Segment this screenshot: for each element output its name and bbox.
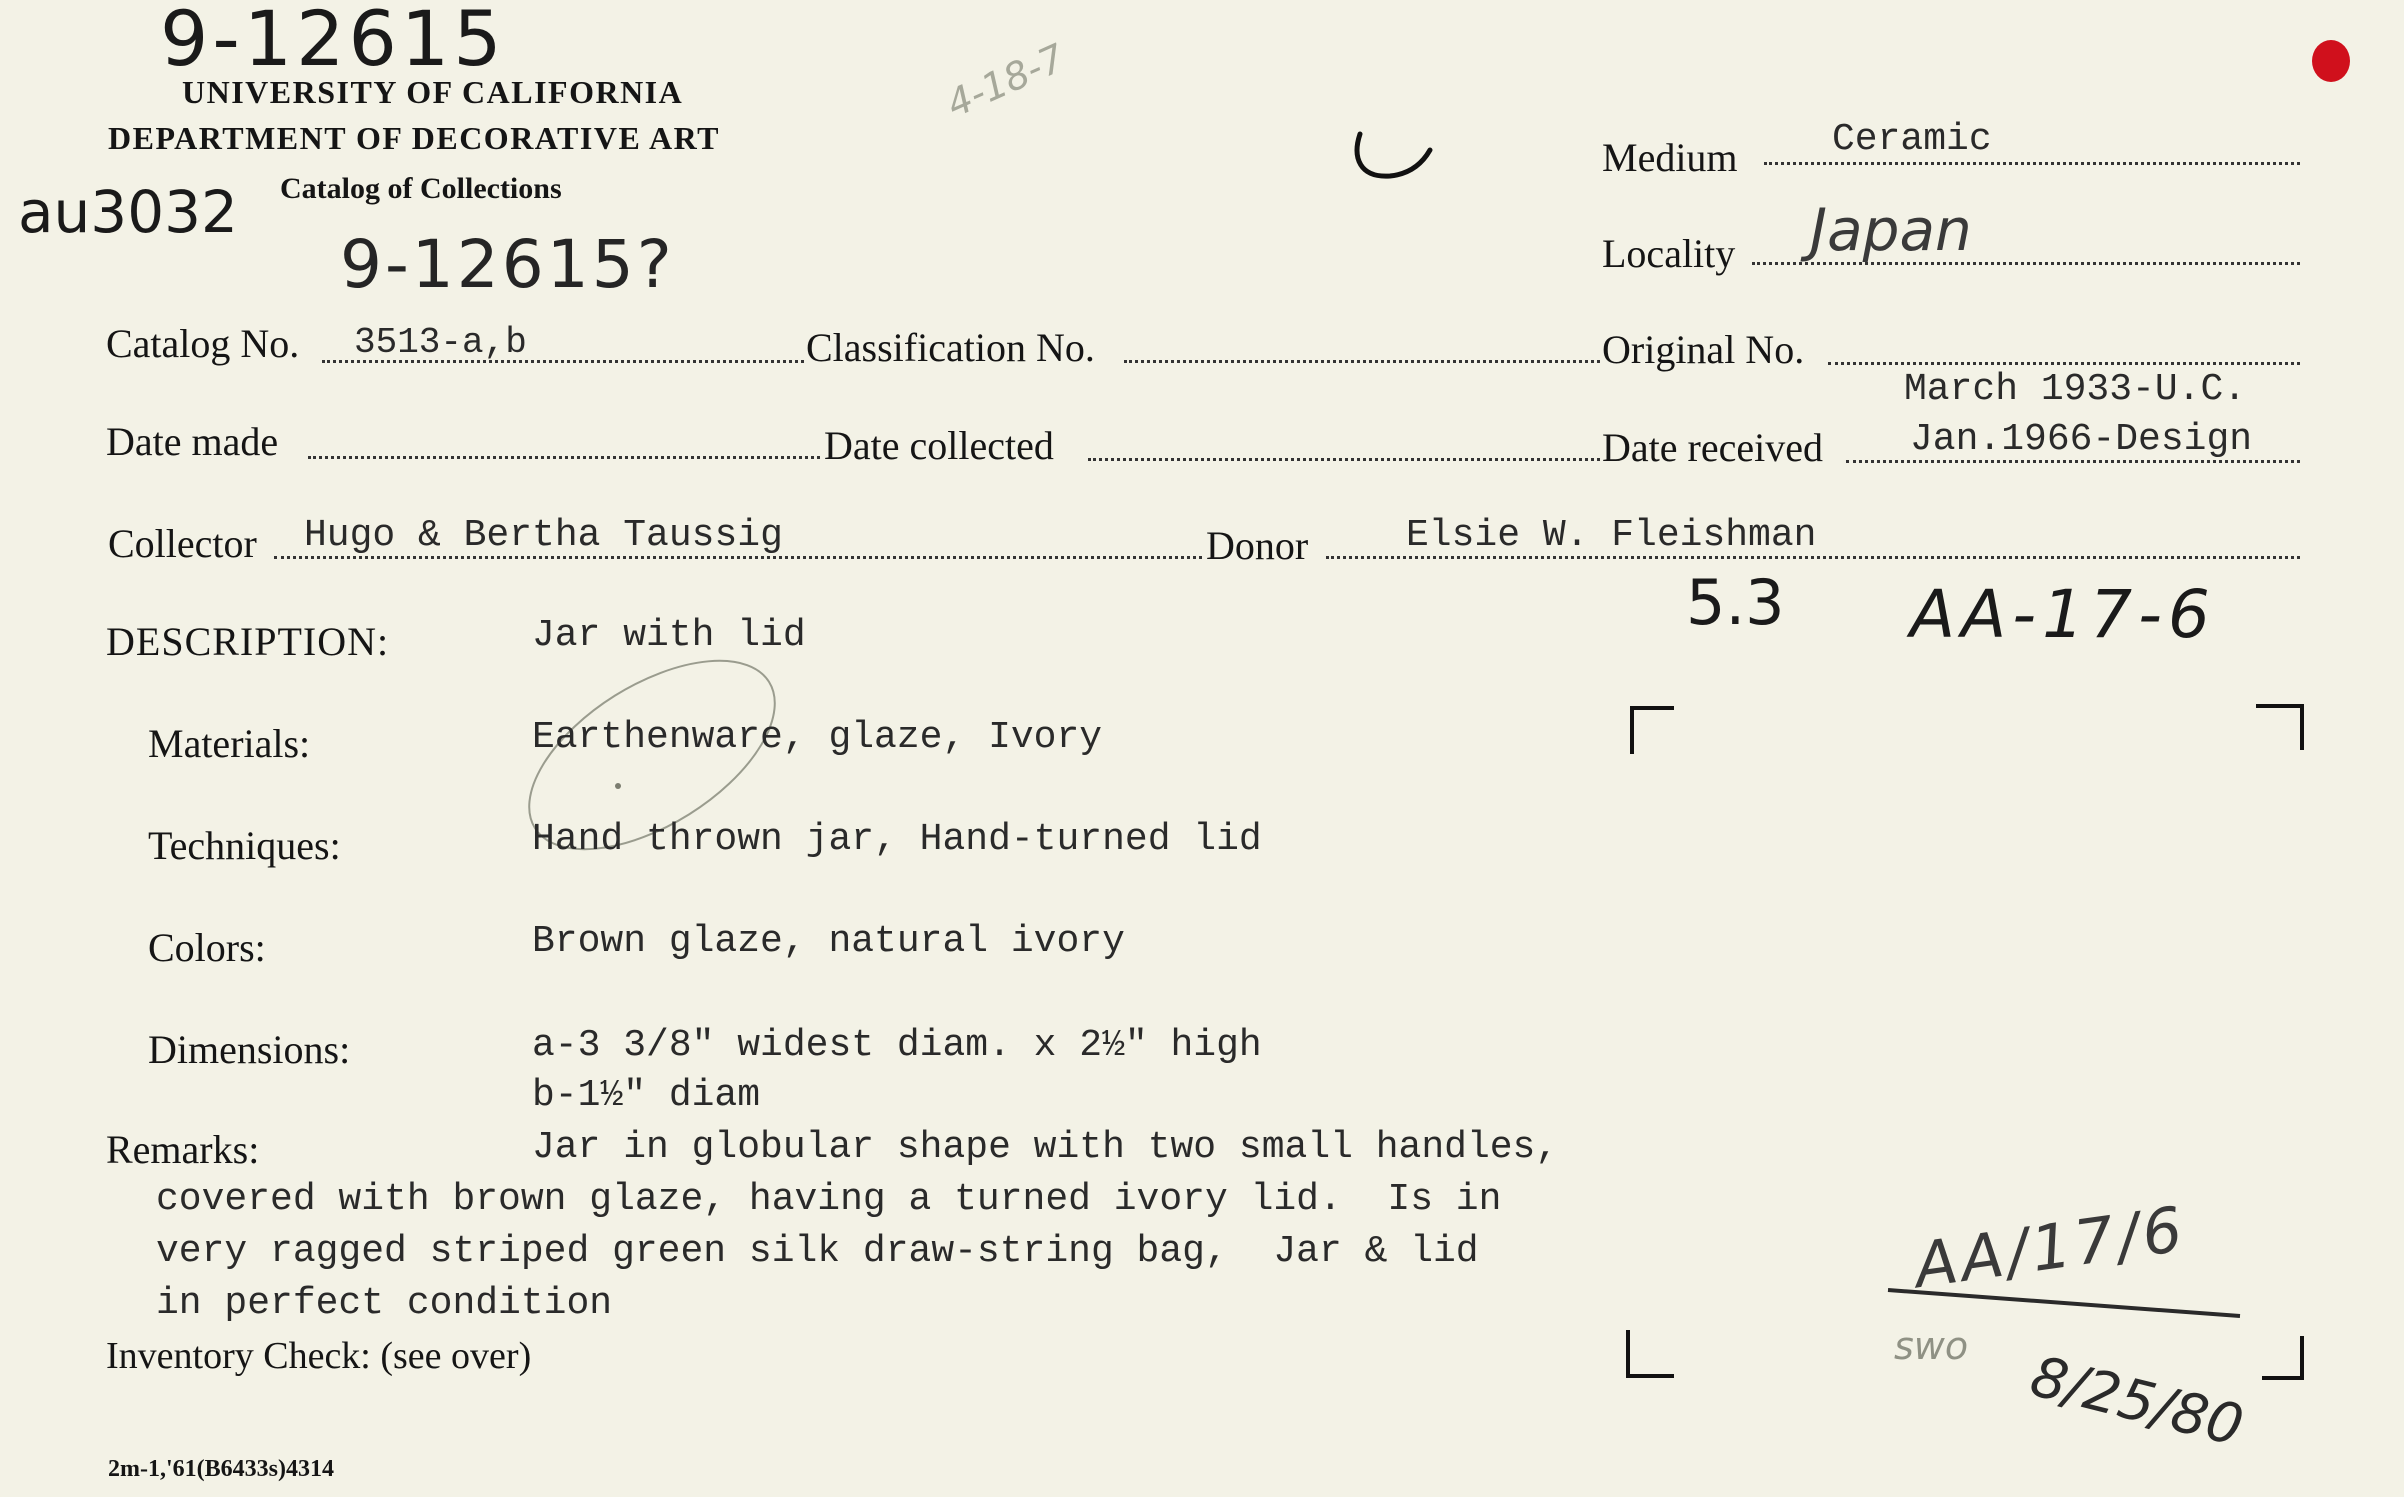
department-name: DEPARTMENT OF DECORATIVE ART <box>108 120 720 156</box>
donor-value: Elsie W. Fleishman <box>1406 514 1817 557</box>
left-handwritten-mark: au3032 <box>18 178 238 246</box>
materials-label: Materials: <box>148 721 311 766</box>
description-label: DESCRIPTION: <box>106 619 390 664</box>
classification-no-label: Classification No. <box>806 325 1095 370</box>
date-received-label: Date received <box>1602 425 1823 470</box>
medium-label: Medium <box>1602 135 1738 180</box>
date-collected-line <box>1088 458 1600 461</box>
catalog-no-label: Catalog No. <box>106 321 300 366</box>
donor-label: Donor <box>1206 523 1309 568</box>
inventory-check-label: Inventory Check: (see over) <box>106 1335 532 1377</box>
remarks-line1: Jar in globular shape with two small handles, <box>532 1126 1559 1169</box>
remarks-line3: very ragged striped green silk draw-string bag, Jar & lid <box>156 1230 1479 1273</box>
date-collected-label: Date collected <box>824 423 1054 468</box>
date-received-line2: Jan.1966-Design <box>1910 418 2253 461</box>
locality-label: Locality <box>1602 231 1736 276</box>
colors-label: Colors: <box>148 925 266 970</box>
check-mark-icon <box>1350 128 1434 182</box>
struck-location: AA/17/6 <box>1910 1192 2191 1303</box>
collector-value: Hugo & Bertha Taussig <box>304 514 783 557</box>
print-code: 2m-1,'61(B6433s)4314 <box>108 1456 334 1482</box>
pencil-note: 4-18-7 <box>940 35 1072 127</box>
corner-mark-top-left <box>1630 706 1674 754</box>
date-note: 8/25/80 <box>2024 1344 2250 1460</box>
initials-note: swo <box>1894 1324 1969 1368</box>
university-name: UNIVERSITY OF CALIFORNIA <box>182 74 684 110</box>
dimensions-line2: b-1½" diam <box>532 1074 761 1117</box>
medium-line <box>1764 162 2300 165</box>
shelf-number: 5.3 <box>1686 566 1785 639</box>
remarks-line2: covered with brown glaze, having a turned ivory lid. Is in <box>156 1178 1502 1221</box>
remarks-label: Remarks: <box>106 1127 260 1172</box>
description-value: Jar with lid <box>532 614 806 657</box>
date-made-line <box>308 456 820 459</box>
corner-mark-bottom-right <box>2262 1336 2304 1380</box>
materials-value: Earthenware, glaze, Ivory <box>532 716 1103 759</box>
dimensions-line1: a-3 3/8" widest diam. x 2½" high <box>532 1024 1262 1067</box>
techniques-label: Techniques: <box>148 823 341 868</box>
strike-line-icon <box>1884 1282 2244 1322</box>
location-code: AA-17-6 <box>1910 576 2216 653</box>
remarks-line4: in perfect condition <box>156 1282 613 1325</box>
original-no-line <box>1828 362 2300 365</box>
original-no-label: Original No. <box>1602 327 1805 372</box>
medium-value: Ceramic <box>1832 118 1992 161</box>
techniques-value: Hand thrown jar, Hand-turned lid <box>532 818 1262 861</box>
handwritten-top-number: 9-12615 <box>160 0 506 83</box>
corner-mark-bottom-left <box>1626 1330 1674 1378</box>
corner-mark-top-right <box>2256 704 2304 750</box>
catalog-title: Catalog of Collections <box>280 172 562 205</box>
locality-value: Japan <box>1810 196 1972 264</box>
date-received-line1: March 1933-U.C. <box>1904 368 2247 411</box>
catalog-no-value: 3513-a,b <box>354 322 527 363</box>
collector-label: Collector <box>108 521 257 566</box>
second-handwritten-number: 9-12615? <box>340 226 675 303</box>
classification-no-line <box>1124 360 1600 363</box>
dimensions-label: Dimensions: <box>148 1027 351 1072</box>
colors-value: Brown glaze, natural ivory <box>532 920 1125 963</box>
red-dot-icon <box>2312 40 2350 82</box>
date-made-label: Date made <box>106 419 279 464</box>
